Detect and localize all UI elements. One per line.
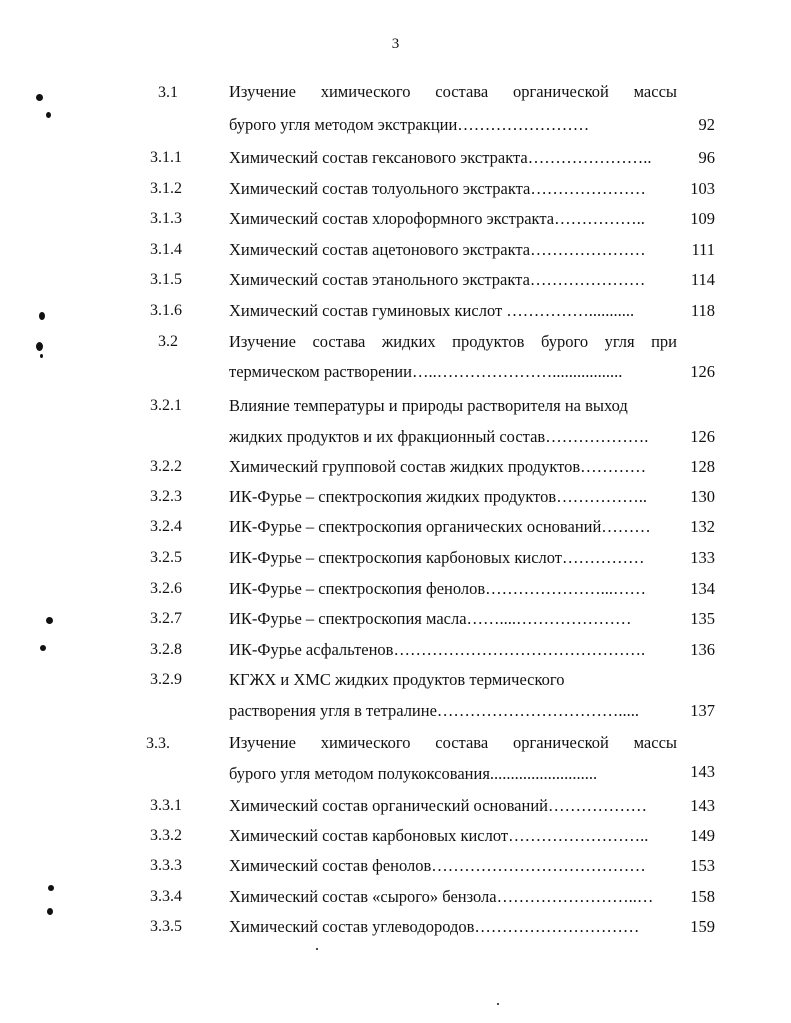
scan-speck [40,645,46,651]
section-title: КГЖХ и ХМС жидких продуктов термического [229,670,565,689]
page-ref: 158 [690,887,715,906]
page-ref: 130 [690,487,715,506]
section-title: Химический состав «сырого» бензола……………………..… [229,887,654,906]
section-number: 3.1 [158,84,178,101]
section-title: Химический состав углеводородов………………………… [229,917,640,936]
section-title: Химический состав карбоновых кислот…………………….. [229,826,649,845]
section-title: ИК-Фурье – спектроскопия карбоновых кислот…………… [229,548,645,567]
section-title-continued: термическом растворении…..…………………................. [229,362,623,381]
section-title-continued: бурого угля методом полукоксования.......................... [229,764,598,783]
section-title: Изучение химического состава органической массы [229,82,677,101]
section-number: 3.3. [146,735,170,752]
section-title-continued: растворения угля в тетралине……………………………..... [229,701,640,720]
section-title: Химический состав гексанового экстракта………………….. [229,148,652,167]
scan-speck [39,312,45,320]
page-ref: 118 [690,301,715,320]
section-title: ИК-Фурье – спектроскопия фенолов…………………...…… [229,579,647,598]
page-ref: 134 [690,579,715,598]
section-number: 3.2.7 [150,610,182,627]
page-ref: 135 [690,609,715,628]
page-ref: 111 [691,240,715,259]
scan-speck [48,885,54,891]
page-ref: 132 [690,517,715,536]
section-title: Химический состав хлороформного экстракта…………….. [229,209,645,228]
page-ref: 159 [690,917,715,936]
section-number: 3.1.4 [150,241,182,258]
scan-speck [40,354,43,358]
section-number: 3.2 [158,333,178,350]
section-number: 3.2.9 [150,671,182,688]
section-number: 3.2.8 [150,641,182,658]
section-title: Химический состав органический оснований……………… [229,796,647,815]
page-ref: 143 [690,796,715,815]
section-number: 3.1.6 [150,302,182,319]
page-ref: 96 [698,148,715,167]
page-ref: 128 [690,457,715,476]
page-ref: 109 [690,209,715,228]
section-title: Химический состав толуольного экстракта………………… [229,179,646,198]
section-title: Химический состав фенолов………………………………… [229,856,646,875]
page-ref: 136 [690,640,715,659]
section-title: Химический состав гуминовых кислот ……………........... [229,301,635,320]
section-number: 3.3.1 [150,797,182,814]
page-ref: 126 [690,362,715,381]
page-ref: 133 [690,548,715,567]
page-ref: 126 [690,427,715,446]
section-title: Изучение химического состава органической массы [229,733,677,752]
section-title: Химический состав ацетонового экстракта………………… [229,240,646,259]
scan-speck [47,908,53,915]
page-ref: 149 [690,826,715,845]
section-title: Изучение состава жидких продуктов бурого угля при [229,332,677,351]
section-number: 3.1.5 [150,271,182,288]
section-number: 3.2.1 [150,397,182,414]
section-title-continued: бурого угля методом экстракции…………………… [229,115,590,134]
section-title-continued: жидких продуктов и их фракционный состав………………. [229,427,649,446]
section-title: ИК-Фурье – спектроскопия масла……....………………… [229,609,632,628]
section-title: Химический групповой состав жидких продуктов………… [229,457,647,476]
scan-speck [316,948,318,950]
scan-speck [46,112,51,118]
page-ref: 103 [690,179,715,198]
section-number: 3.1.3 [150,210,182,227]
section-title: Влияние температуры и природы растворителя на выход [229,396,628,415]
scan-speck [497,1003,499,1005]
section-number: 3.3.4 [150,888,182,905]
section-number: 3.3.5 [150,918,182,935]
section-number: 3.2.3 [150,488,182,505]
section-number: 3.2.5 [150,549,182,566]
section-number: 3.2.6 [150,580,182,597]
section-title: ИК-Фурье – спектроскопия органических оснований……… [229,517,651,536]
section-number: 3.1.2 [150,180,182,197]
section-number: 3.3.3 [150,857,182,874]
section-number: 3.3.2 [150,827,182,844]
section-title: ИК-Фурье – спектроскопия жидких продуктов…………….. [229,487,647,506]
page-ref: 137 [690,701,715,720]
page-number: 3 [391,36,400,52]
page-ref: 153 [690,856,715,875]
page-ref: 143 [690,762,715,781]
scan-speck [46,617,53,624]
scan-speck [36,342,43,351]
section-number: 3.1.1 [150,149,182,166]
scan-speck [36,94,43,101]
page-ref: 92 [698,115,715,134]
section-title: Химический состав этанольного экстракта………………… [229,270,646,289]
section-number: 3.2.4 [150,518,182,535]
page-ref: 114 [690,270,715,289]
section-number: 3.2.2 [150,458,182,475]
section-title: ИК-Фурье асфальтенов………………………………………. [229,640,646,659]
